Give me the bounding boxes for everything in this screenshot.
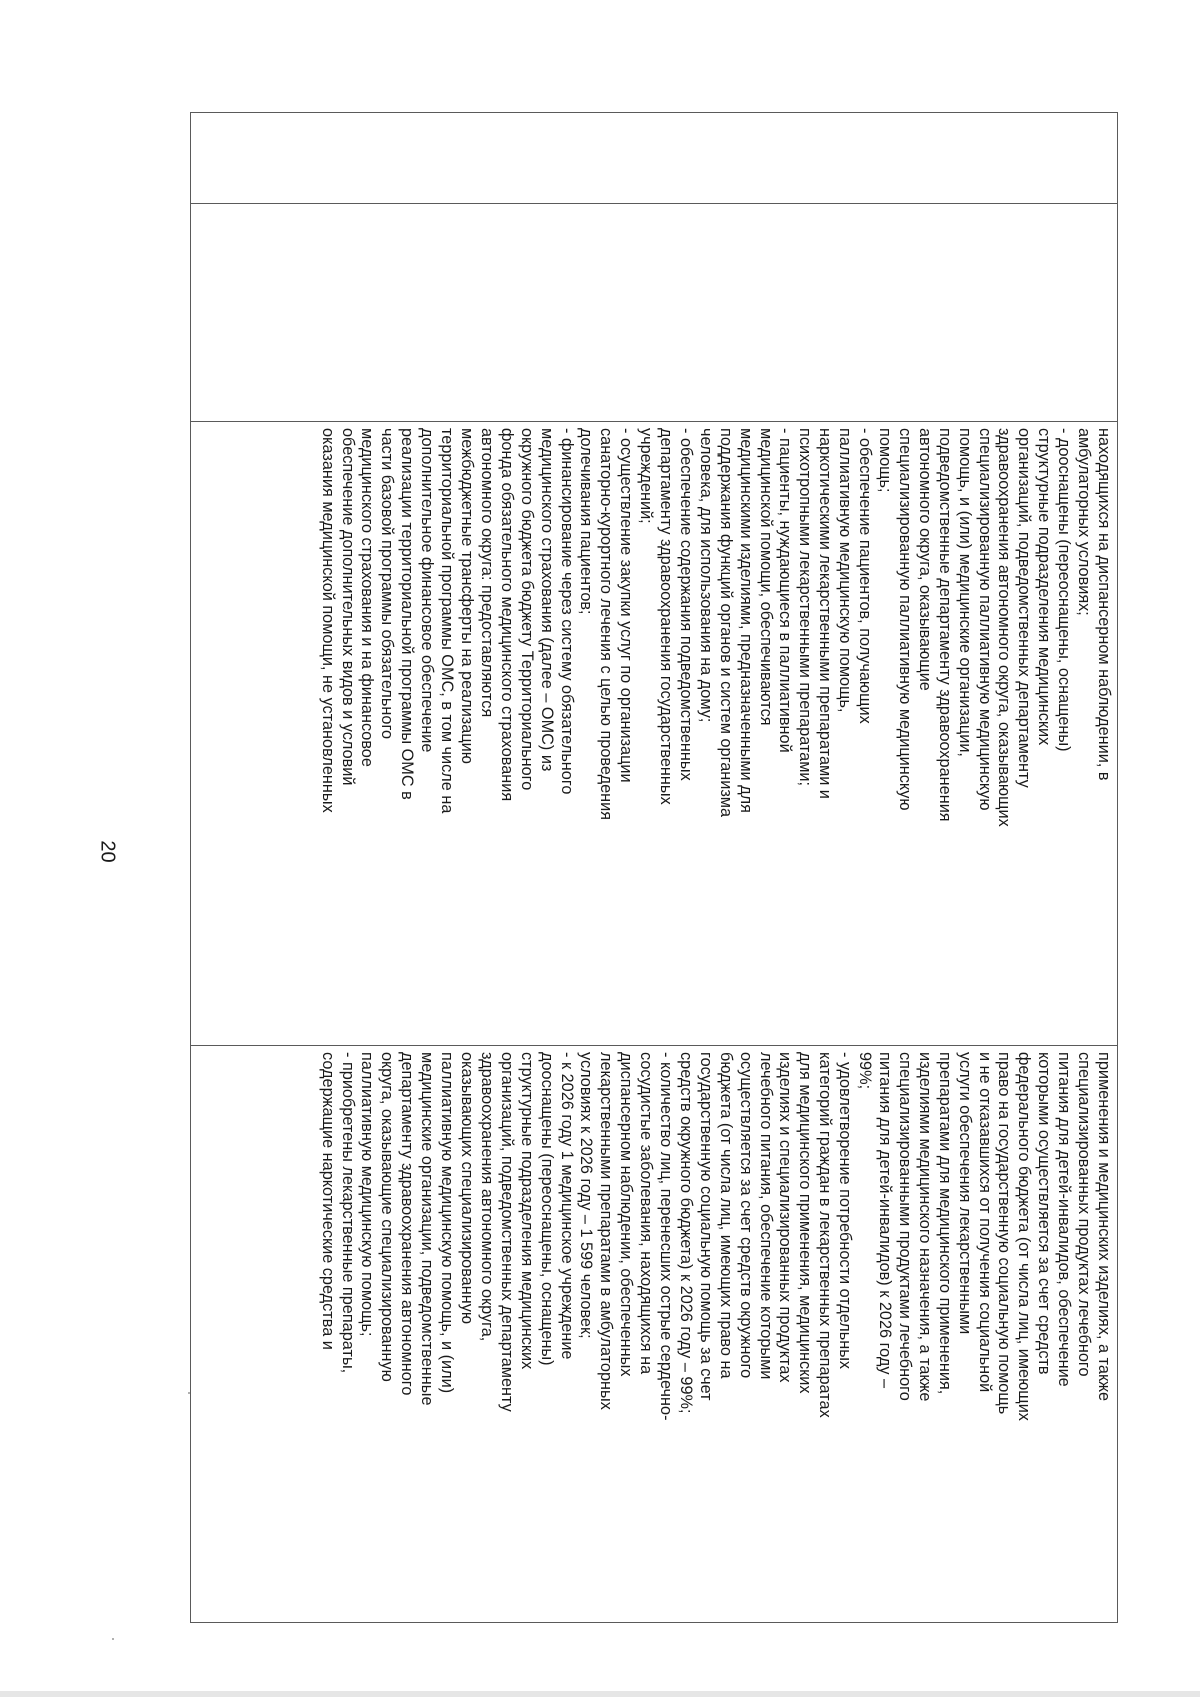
table-cell-col1 bbox=[191, 113, 1118, 204]
rotated-table-wrapper bbox=[190, 112, 1118, 1570]
table-cell-col3 bbox=[191, 422, 1118, 1046]
scan-bottom-edge bbox=[0, 1691, 1200, 1697]
scan-speck bbox=[112, 1638, 114, 1640]
content-table bbox=[190, 112, 1118, 1623]
table-cell-col4 bbox=[191, 1046, 1118, 1623]
page-number: 20 bbox=[96, 840, 119, 863]
scan-speck bbox=[188, 1392, 190, 1394]
table-row bbox=[191, 113, 1118, 1623]
cell-text-col3: находящихся на диспансерном наблюдении, в амбулаторных условиях; - дооснащены (переоснащены, оснащены) структурные подразделения медицинских организаций, подведомственных департаменту здравоохранения автономного округа, оказывающих специализированную паллиативную медицинскую помощь, и (или) медицинские организации, подведомственные департаменту здравоохранения автономного округа, оказывающие специализированную паллиативную медицинскую помощь; - обеспечение пациентов, получающих паллиативную медицинскую помощь, наркотическими лекарственными препаратами и психотропными лекарственными препаратами; - пациенты, нуждающиеся в паллиативной медицинской помощи, обеспечиваются медицинскими изделиями, предназначенными для поддержания функций органов и систем организма человека, для использования на дому; - обеспечение содержания подведомственных департаменту здравоохранения государственных учреждений; - осуществление закупки услуг по организации санаторно-курортного лечения с целью проведения долечивания пациентов; - финансирование через систему обязательного медицинского страхования (далее – ОМС) из окружного бюджета бюджету Территориального фонда обязательного медицинского страхования автономного округа: предоставляются межбюджетные трансферты на реализацию территориальной программы ОМС, в том числе на дополнительное финансовое обеспечение реализации территориальной программы ОМС в части базовой программы обязательного медицинского страхования и на финансовое обеспечение дополнительных видов и условий оказания медицинской помощи, не установленных bbox=[318, 428, 1113, 827]
table-cell-col2 bbox=[191, 204, 1118, 422]
cell-text-col4: применения и медицинских изделиях, а также специализированных продуктах лечебного питания для детей-инвалидов, обеспечение которыми осуществляется за счет средств федерального бюджета (от числа лиц, имеющих право на государственную социальную помощь и не отказавшихся от получения социальной услуги обеспечения лекарственными препаратами для медицинского применения, изделиями медицинского назначения, а также специализированными продуктами лечебного питания для детей-инвалидов) к 2026 году – 99%; - удовлетворение потребности отдельных категорий граждан в лекарственных препаратах для медицинского применения, медицинских изделиях и специализированных продуктах лечебного питания, обеспечение которыми осуществляется за счет средств окружного бюджета (от числа лиц, имеющих право на государственную социальную помощь за счет средств окружного бюджета) к 2026 году – 99%; - количество лиц, перенесших острые сердечно- сосудистые заболевания, находящихся на диспансерном наблюдении, обеспеченных лекарственными препаратами в амбулаторных условиях к 2026 году – 1 599 человек; - к 2026 году 1 медицинское учреждение дооснащены (переоснащены, оснащены) структурные подразделения медицинских организаций, подведомственных департаменту здравоохранения автономного округа, оказывающих специализированную паллиативную медицинскую помощь, и (или) медицинские организации, подведомственные департаменту здравоохранения автономного округа, оказывающие специализированную паллиативную медицинскую помощь; - приобретены лекарственные препараты, содержащие наркотические средства и bbox=[318, 1052, 1113, 1421]
